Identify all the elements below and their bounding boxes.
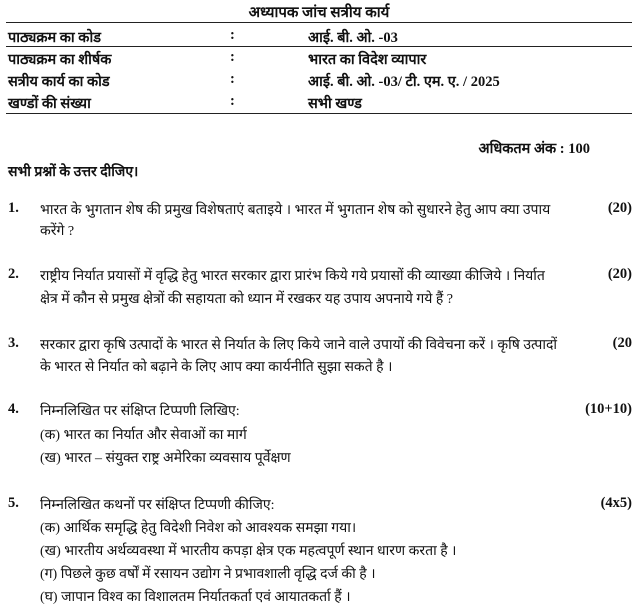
question-number: 3. [8, 335, 19, 351]
question-number: 5. [8, 495, 19, 511]
question-marks: (20) [607, 200, 632, 216]
document-title: अध्यापक जांच सत्रीय कार्य [248, 5, 390, 21]
question-1-line: भारत के भुगतान शेष की प्रमुख विशेषताएं बताइये । भारत में भुगतान शेष को सुधारने हेतु आप क्या उपाय [40, 203, 551, 218]
question-4-line: निम्नलिखित पर संक्षिप्त टिप्पणी लिखिए: [40, 404, 240, 419]
question-number: 2. [8, 266, 19, 282]
question-5-subitem: (ग) पिछले कुछ वर्षों में रसायन उद्योग ने प्रभावशाली वृद्धि दर्ज की है । [40, 567, 376, 582]
meta-label-blocks: खण्डों की संख्या [8, 96, 91, 112]
meta-colon: : [230, 49, 235, 65]
question-2-line: राष्ट्रीय निर्यात प्रयासों में वृद्धि हेतु भारत सरकार द्वारा प्रारंभ किये गये प्रयासों की व्याख्या कीजिये । निर्यात [40, 269, 545, 284]
instruction: सभी प्रश्नों के उत्तर दीजिए। [8, 165, 139, 180]
meta-label-course-code: पाठ्यक्रम का कोड [8, 30, 101, 46]
question-4-subitem: (ख) भारत – संयुक्त राष्ट्र अमेरिका व्यवसाय पूर्वेक्षण [40, 451, 291, 466]
meta-colon: : [230, 93, 235, 109]
question-2-line: क्षेत्र में कौन से प्रमुख क्षेत्रों की सहायता को ध्यान में रखकर यह उपाय अपनाये गये हैं ? [40, 292, 453, 307]
meta-value-assignment-code: आई. बी. ओ. -03/ टी. एम. ए. / 2025 [308, 74, 500, 90]
question-4-subitem: (क) भारत का निर्यात और सेवाओं का मार्ग [40, 428, 247, 443]
question-marks: (20) [607, 266, 632, 282]
question-5-subitem: (क) आर्थिक समृद्धि हेतु विदेशी निवेश को आवश्यक समझा गया। [40, 521, 357, 536]
question-number: 1. [8, 200, 19, 216]
meta-value-course-code: आई. बी. ओ. -03 [308, 30, 398, 46]
header-top-rule [6, 22, 632, 23]
meta-label-course-title: पाठ्यक्रम का शीर्षक [8, 52, 112, 68]
meta-colon: : [230, 27, 235, 43]
question-marks: (20 [612, 335, 632, 351]
question-marks: (10+10) [585, 401, 632, 417]
meta-row-rule [6, 46, 632, 47]
question-3-line: सरकार द्वारा कृषि उत्पादों के भारत से निर्यात के लिए किये जाने वाले उपायों की विवेचना करें । कृषि उत्पादों [40, 338, 558, 353]
question-5-line: निम्नलिखित कथनों पर संक्षिप्त टिप्पणी कीजिए: [40, 498, 275, 513]
maximum-marks: अधिकतम अंक : 100 [478, 141, 590, 157]
meta-value-blocks: सभी खण्ड [308, 96, 362, 112]
header-bottom-rule [6, 113, 632, 114]
question-1-line: करेंगे ? [40, 224, 75, 239]
meta-colon: : [230, 71, 235, 87]
meta-label-assignment-code: सत्रीय कार्य का कोड [8, 74, 110, 90]
question-marks: (4x5) [600, 495, 632, 511]
question-3-line: के भारत से निर्यात को बढ़ाने के लिए आप क्या कार्यनीति सुझा सकते है । [40, 360, 393, 375]
question-5-subitem: (ख) भारतीय अर्थव्यवस्था में भारतीय कपड़ा क्षेत्र एक महत्वपूर्ण स्थान धारण करता है । [40, 544, 457, 559]
question-number: 4. [8, 401, 19, 417]
question-5-subitem: (घ) जापान विश्व का विशालतम निर्यातकर्ता एवं आयातकर्ता हैं । [40, 590, 351, 605]
meta-value-course-title: भारत का विदेश व्यापार [308, 52, 427, 68]
